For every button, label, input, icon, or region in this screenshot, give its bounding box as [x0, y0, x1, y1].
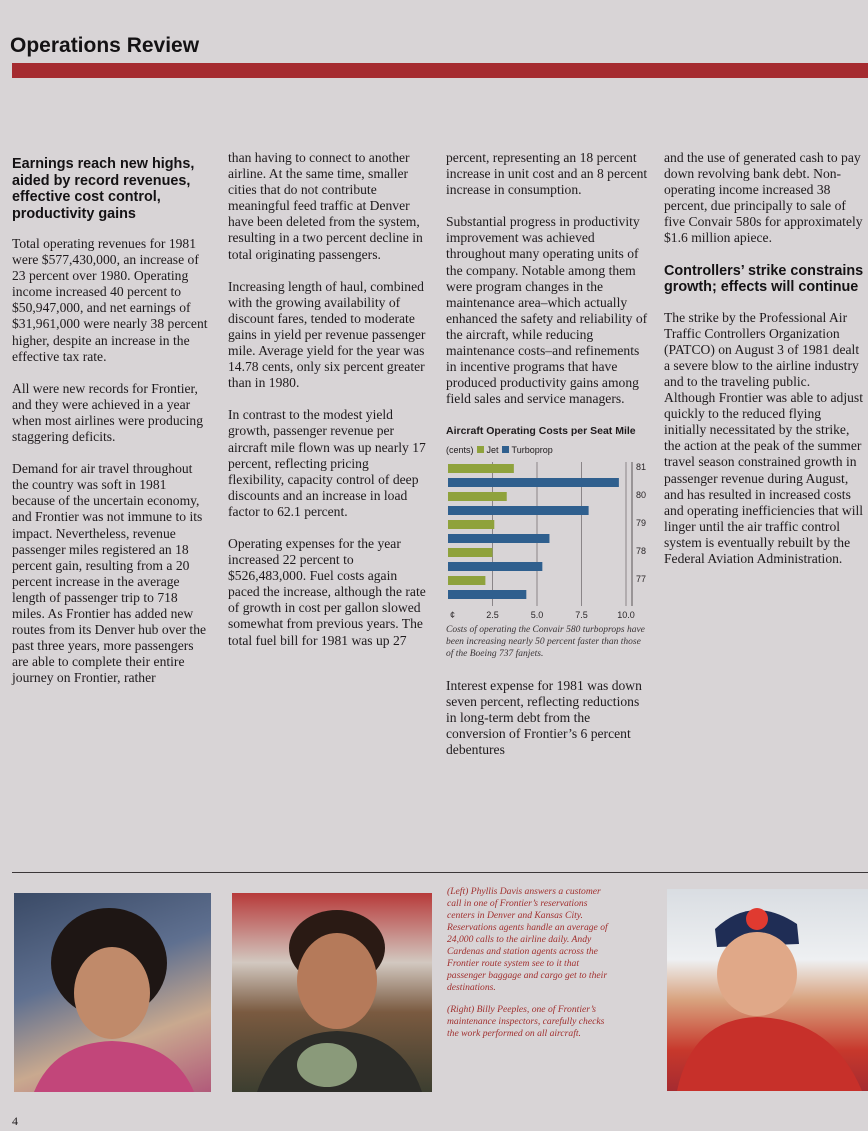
chart-bar-turboprop-81	[448, 478, 619, 487]
chart-plot	[446, 460, 650, 620]
paragraph: The strike by the Professional Air Traffic Controllers Organization (PATCO) on August 3 of 1981 dealt a severe blow to the airline industry and to the traveling public. Although Frontier was able to adjust quickly to the reduced flying initially necessitated by the strike, the action at the peak of the summer travel season constrained growth in passenger revenue during August, and has resulted in increased costs and operating inefficiencies that will linger until the air traffic control system is eventually rebuilt by the Federal Aviation Administration.	[664, 309, 864, 566]
chart-tick-label: ¢	[450, 609, 456, 620]
chart-tick-label: 2.5	[486, 609, 499, 620]
column-2	[228, 150, 428, 665]
photo-station-agent	[232, 893, 432, 1092]
chart-tick-label: 10.0	[617, 609, 635, 620]
chart-bar-jet-77	[448, 576, 485, 585]
chart-category-label: 79	[636, 517, 647, 528]
footer-rule	[12, 872, 868, 873]
chart-bar-jet-80	[448, 492, 507, 501]
column-4	[664, 150, 864, 583]
legend-swatch-jet	[477, 446, 484, 453]
section-heading-strike: Controllers’ strike constrains growth; effects will continue	[664, 262, 864, 296]
legend-label-jet: Jet	[486, 444, 499, 455]
paragraph: Interest expense for 1981 was down seven percent, reflecting reductions in long-term debt from the conversion of Frontier’s 6 percent debentures	[446, 677, 642, 757]
chart-category-label: 77	[636, 573, 647, 584]
column-3	[446, 150, 650, 774]
photo-maintenance-inspector	[667, 889, 868, 1091]
paragraph: Substantial progress in productivity improvement was achieved throughout many operating units of the company. Notable among them were program changes in the maintenance area–which actually enhanced the safety and reliability of the aircraft, while reducing maintenance costs–and refinements in incentive programs that have produced productivity gains among field sales and service managers.	[446, 214, 648, 407]
chart-unit-label: (cents)	[446, 444, 474, 455]
chart-caption: Costs of operating the Convair 580 turboprops have been increasing nearly 50 percent faster than those of the Boeing 737 fanjets.	[446, 624, 645, 659]
paragraph: All were new records for Frontier, and they were achieved in a year when most airlines were producing staggering deficits.	[12, 380, 204, 445]
chart-bar-turboprop-79	[448, 534, 549, 543]
photo-caption-left: (Left) Phyllis Davis answers a customer call in one of Frontier’s reservations centers in Denver and Kansas City. Reservations agents handle an average of 24,000 calls to the airline daily. Andy Cardenas and station agents across the Frontier route system see to it that passenger baggage and cargo get to their destinations.	[447, 886, 608, 993]
chart-category-label: 80	[636, 489, 647, 500]
chart-category-label: 81	[636, 461, 647, 472]
chart-bar-turboprop-78	[448, 562, 542, 571]
chart-tick-label: 7.5	[575, 609, 588, 620]
paragraph: percent, representing an 18 percent increase in unit cost and an 8 percent increase in consumption.	[446, 150, 648, 198]
chart-tick-label: 5.0	[530, 609, 544, 620]
paragraph: Total operating revenues for 1981 were $577,430,000, an increase of 23 percent over 1980. Operating income increased 40 percent to $50,947,000, and net earnings of $31,961,000 were nearly 38 percent higher, despite an increase in the effective tax rate.	[12, 236, 208, 364]
paragraph: Increasing length of haul, combined with the growing availability of discount fares, tended to moderate gains in yield per revenue passenger mile. Average yield for the year was 14.78 cents, only six percent greater than in 1980.	[228, 278, 426, 391]
section-heading-earnings: Earnings reach new highs, aided by record revenues, effective cost control, productivity gains	[12, 156, 195, 222]
photo-caption-right: (Right) Billy Peeples, one of Frontier’s maintenance inspectors, carefully checks the work performed on all aircraft.	[447, 1004, 605, 1039]
paragraph: than having to connect to another airline. At the same time, smaller cities that do not contribute meaningful feed traffic at Denver have been deleted from the system, resulting in a two percent decline in total originating passengers.	[228, 150, 423, 262]
chart-legend	[446, 442, 650, 458]
legend-label-turboprop: Turboprop	[511, 444, 553, 455]
chart-bar-turboprop-80	[448, 506, 589, 515]
photo-reservations-agent	[14, 893, 211, 1092]
legend-swatch-turboprop	[502, 446, 509, 453]
cost-chart	[446, 423, 650, 659]
title-rule	[12, 63, 868, 78]
photo-station-agent-figure	[232, 893, 432, 1092]
chart-bar-turboprop-77	[448, 590, 526, 599]
chart-bar-jet-79	[448, 520, 494, 529]
chart-bar-jet-81	[448, 464, 514, 473]
paragraph: and the use of generated cash to pay down revolving bank debt. Non-operating income increased 38 percent, due principally to sale of five Convair 580s for approximately $1.6 million apiece.	[664, 150, 863, 246]
chart-title: Aircraft Operating Costs per Seat Mile	[446, 425, 636, 438]
paragraph: Operating expenses for the year increased 22 percent to $526,483,000. Fuel costs again paced the increase, although the rate of growth in cost per gallon slowed somewhat from previous years. The total fuel bill for 1981 was up 27	[228, 535, 426, 648]
paragraph: In contrast to the modest yield growth, passenger revenue per aircraft mile flown was up nearly 17 percent, reflecting pricing flexibility, capacity control of deep discounts and an increase in load factor to 62.1 percent.	[228, 407, 426, 519]
page-number: 4	[12, 1114, 18, 1128]
photo-caption	[447, 886, 617, 1050]
page-title: Operations Review	[10, 34, 200, 57]
paragraph: Demand for air travel throughout the country was soft in 1981 because of the uncertain economy, and Frontier was not immune to its impact. Nevertheless, revenue passenger miles registered an 18 percent gain, resulting from a 20 percent increase in the average length of passenger trip to 718 miles. As Frontier has added new routes from its Denver hub over the past three years, more passengers are able to complete their entire journey on Frontier, rather	[12, 461, 207, 686]
chart-category-label: 78	[636, 545, 647, 556]
photo-maintenance-inspector-figure	[667, 889, 868, 1091]
photo-reservations-agent-figure	[14, 893, 211, 1092]
column-1	[12, 156, 212, 702]
chart-bar-jet-78	[448, 548, 493, 557]
